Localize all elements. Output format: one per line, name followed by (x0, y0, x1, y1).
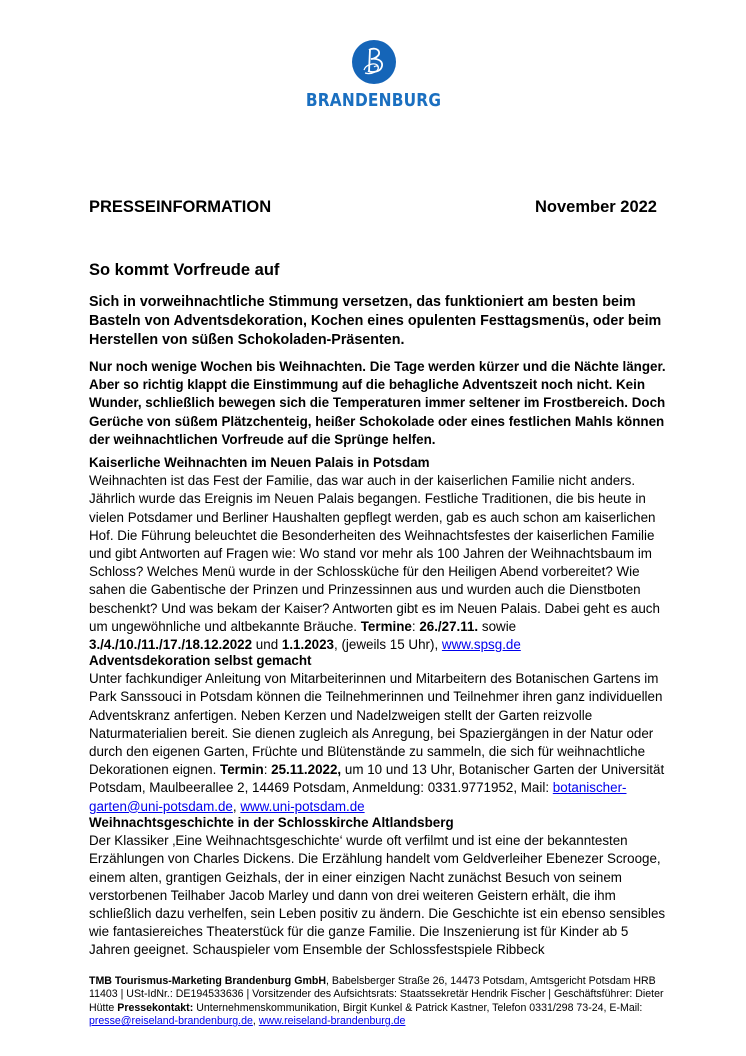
termine-label: Termine (360, 618, 412, 634)
lead-paragraph: Sich in vorweihnachtliche Stimmung versetzen, das funktioniert am besten beim Basteln von Adventsdekoration, Kochen eines opulenten Festtagsmenüs, oder beim Herstellen von süßen Schokoladen-Präsenten. (89, 294, 662, 348)
document-date: November 2022 (535, 198, 657, 216)
press-email-link[interactable]: presse@reiseland-brandenburg.de (89, 1015, 253, 1028)
section-body-text: Unter fachkundiger Anleitung von Mitarbeiterinnen und Mitarbeitern des Botanischen Gartens im Park Sanssouci in Potsdam können die Teilnehmerinnen und Teilnehmer ihren ganz individuellen Adventskranz anfertigen. Neben Kerzen und Nadelzweigen stellt der Garten reizvolle Naturmaterialien bereit. Sie dienen zugleich als Anregung, bei Spaziergängen in der Natur oder durch den eigenen Garten, Früchte und Blütenstände zu sammeln, die sich für weihnachtliche Dekorationen eignen. (89, 671, 663, 778)
footer-press-contact: Unternehmenskommunikation, Birgit Kunkel & Patrick Kastner, Telefon 0331/298 73-24, E-Mail: (196, 1001, 643, 1014)
brand-wordmark: BRANDENBURG (305, 91, 442, 111)
document-footer: TMB Tourismus-Marketing Brandenburg GmbH, Babelsberger Straße 26, 14473 Potsdam, Amtsgericht Potsdam HRB 11403 | USt-IdNr.: DE194533636 | Vorsitzender des Aufsichtsrats: Staatssekretär Hendrik Fischer | Geschäftsführer: Dieter Hütte Pressekontakt: Unternehmenskommunikation, Birgit Kunkel & Patrick Kastner, Telefon 0331/298 73-24, E-Mail: presse@reiseland-brandenburg.de, www.reiseland-brandenburg.de (89, 975, 664, 1028)
connector-text: sowie (481, 618, 517, 634)
section-heading: Weihnachtsgeschichte in der Schlosskirche Altlandsberg (89, 815, 454, 830)
uni-potsdam-link[interactable]: www.uni-potsdam.de (240, 798, 365, 814)
termin-label: Termin (220, 762, 264, 778)
section-body-text: Weihnachten ist das Fest der Familie, das war auch in der kaiserlichen Familie nicht anders. Jährlich wurde das Ereignis im Neuen Palais begangen. Festliche Traditionen, die bis heute in vielen Potsdamer und Berliner Haushalten gepflegt werden, gab es auch schon am kaiserlichen Hof. Die Führung beleuchtet die Besonderheiten des Weihnachtsfestes der kaiserlichen Familie und gibt Antworten auf Fragen wie: Wo stand vor mehr als 100 Jahren der Weihnachtsbaum im Schloss? Welches Menü wurde in der Schlossküche für den Heiligen Abend vorbereitet? Wie sahen die Gabentische der Prinzen und Prinzessinnen aus und wurden auch die Dienstboten beschenkt? Und was bekam der Kaiser? Antworten gibt es im Neuen Palais. Dabei geht es auch um ungewöhnliche und altbekannte Bräuche. (89, 473, 660, 634)
document-header (89, 198, 657, 220)
section-kaiserliche-weihnachten (89, 454, 669, 654)
botanical-garden-email-link[interactable]: botanischer-garten@uni-potsdam.de (89, 780, 627, 814)
event-time: , (jeweils 15 Uhr), (334, 637, 439, 653)
connector-text: und (255, 637, 279, 653)
footer-company: TMB Tourismus-Marketing Brandenburg GmbH (89, 975, 326, 987)
website-link[interactable]: www.reiseland-brandenburg.de (258, 1015, 406, 1028)
section-body: Unter fachkundiger Anleitung von Mitarbeiterinnen und Mitarbeitern des Botanischen Gartens im Park Sanssouci in Potsdam können die Teilnehmerinnen und Teilnehmer ihren ganz individuellen Adventskranz anfertigen. Neben Kerzen und Nadelzweigen stellt der Garten reizvolle Naturmaterialien bereit. Sie dienen zugleich als Anregung, bei Spaziergängen in der Natur oder durch den eigenen Garten, Früchte und Blütenstände zu sammeln, die sich für weihnachtliche Dekorationen eignen. Termin: 25.11.2022, um 10 und 13 Uhr, Botanischer Garten der Universität Potsdam, Maulbeerallee 2, 14469 Potsdam, Anmeldung: 0331.9771952, Mail: botanischer-garten@uni-potsdam.de, www.uni-potsdam.de (89, 671, 665, 814)
document-type-label: PRESSEINFORMATION (89, 198, 272, 216)
footer-address: , Babelsberger Straße 26, 14473 Potsdam, Amtsgericht Potsdam HRB 11403 | USt-IdNr.: DE194533636 | Vorsitzender des Aufsichtsrats: Staatssekretär Hendrik Fischer | Geschäftsführer: Dieter Hütte (89, 975, 664, 1014)
section-heading: Kaiserliche Weihnachten im Neuen Palais in Potsdam (89, 455, 430, 470)
section-adventsdekoration (89, 652, 669, 816)
section-body: Weihnachten ist das Fest der Familie, das war auch in der kaiserlichen Familie nicht anders. Jährlich wurde das Ereignis im Neuen Palais begangen. Festliche Traditionen, die bis heute in vielen Potsdamer und Berliner Haushalten gepflegt werden, gab es auch schon am kaiserlichen Hof. Die Führung beleuchtet die Besonderheiten des Weihnachtsfestes der kaiserlichen Familie und gibt Antworten auf Fragen wie: Wo stand vor mehr als 100 Jahren der Weihnachtsbaum im Schloss? Welches Menü wurde in der Schlossküche für den Heiligen Abend vorbereitet? Wie sahen die Gabentische der Prinzen und Prinzessinnen aus und wurden auch die Dienstboten beschenkt? Und was bekam der Kaiser? Antworten gibt es im Neuen Palais. Dabei geht es auch um ungewöhnliche und altbekannte Bräuche. Termine: 26./27.11. sowie 3./4./10./11./17./18.12.2022 und 1.1.2023, (jeweils 15 Uhr), www.spsg.de (89, 473, 660, 653)
section-heading: Adventsdekoration selbst gemacht (89, 653, 312, 668)
event-date: 25.11.2022, (271, 762, 342, 778)
section-weihnachtsgeschichte (89, 814, 669, 960)
event-dates: 3./4./10./11./17./18.12.2022 (89, 637, 253, 653)
event-details: um 10 und 13 Uhr, Botanischer Garten der Universität Potsdam, Maulbeerallee 2, 14469 Potsdam, Anmeldung: 0331.9771952, Mail: (89, 762, 665, 796)
footer-press-label: Pressekontakt: (117, 1001, 194, 1014)
brandenburg-b-monogram-icon (352, 40, 396, 84)
spsg-link[interactable]: www.spsg.de (441, 637, 521, 653)
event-dates: 26./27.11. (419, 618, 479, 634)
section-body: Der Klassiker ‚Eine Weihnachtsgeschichte‘ wurde oft verfilmt und ist eine der bekanntesten Erzählungen von Charles Dickens. Die Erzählung handelt vom Geldverleiher Ebenezer Scrooge, einem alten, grantigen Geizhals, der in einer einzigen Nacht zunächst Besuch von seinem verstorbenen Teilhaber Jacob Marley und dann von drei weiteren Geistern erhält, die ihm schließlich dazu verhelfen, sein Leben positiv zu ändern. Die Geschichte ist ein ebenso sensibles wie fantasiereiches Theaterstück für die ganze Familie. Die Inszenierung ist für Kinder ab 5 Jahren geeignet. Schauspieler vom Ensemble der Schlossfestspiele Ribbeck (89, 833, 666, 958)
intro-paragraph: Nur noch wenige Wochen bis Weihnachten. Die Tage werden kürzer und die Nächte länger. Aber so richtig klappt die Einstimmung auf die behagliche Adventszeit noch nicht. Kein Wunder, schließlich bewegen sich die Temperaturen immer seltener im Frostbereich. Doch Gerüche von süßem Plätzchenteig, heißer Schokolade oder eines festlichen Mahls können der weihnachtlichen Vorfreude auf die Sprünge helfen. (89, 359, 666, 447)
event-dates: 1.1.2023 (281, 637, 334, 653)
page-title: So kommt Vorfreude auf (89, 261, 280, 279)
